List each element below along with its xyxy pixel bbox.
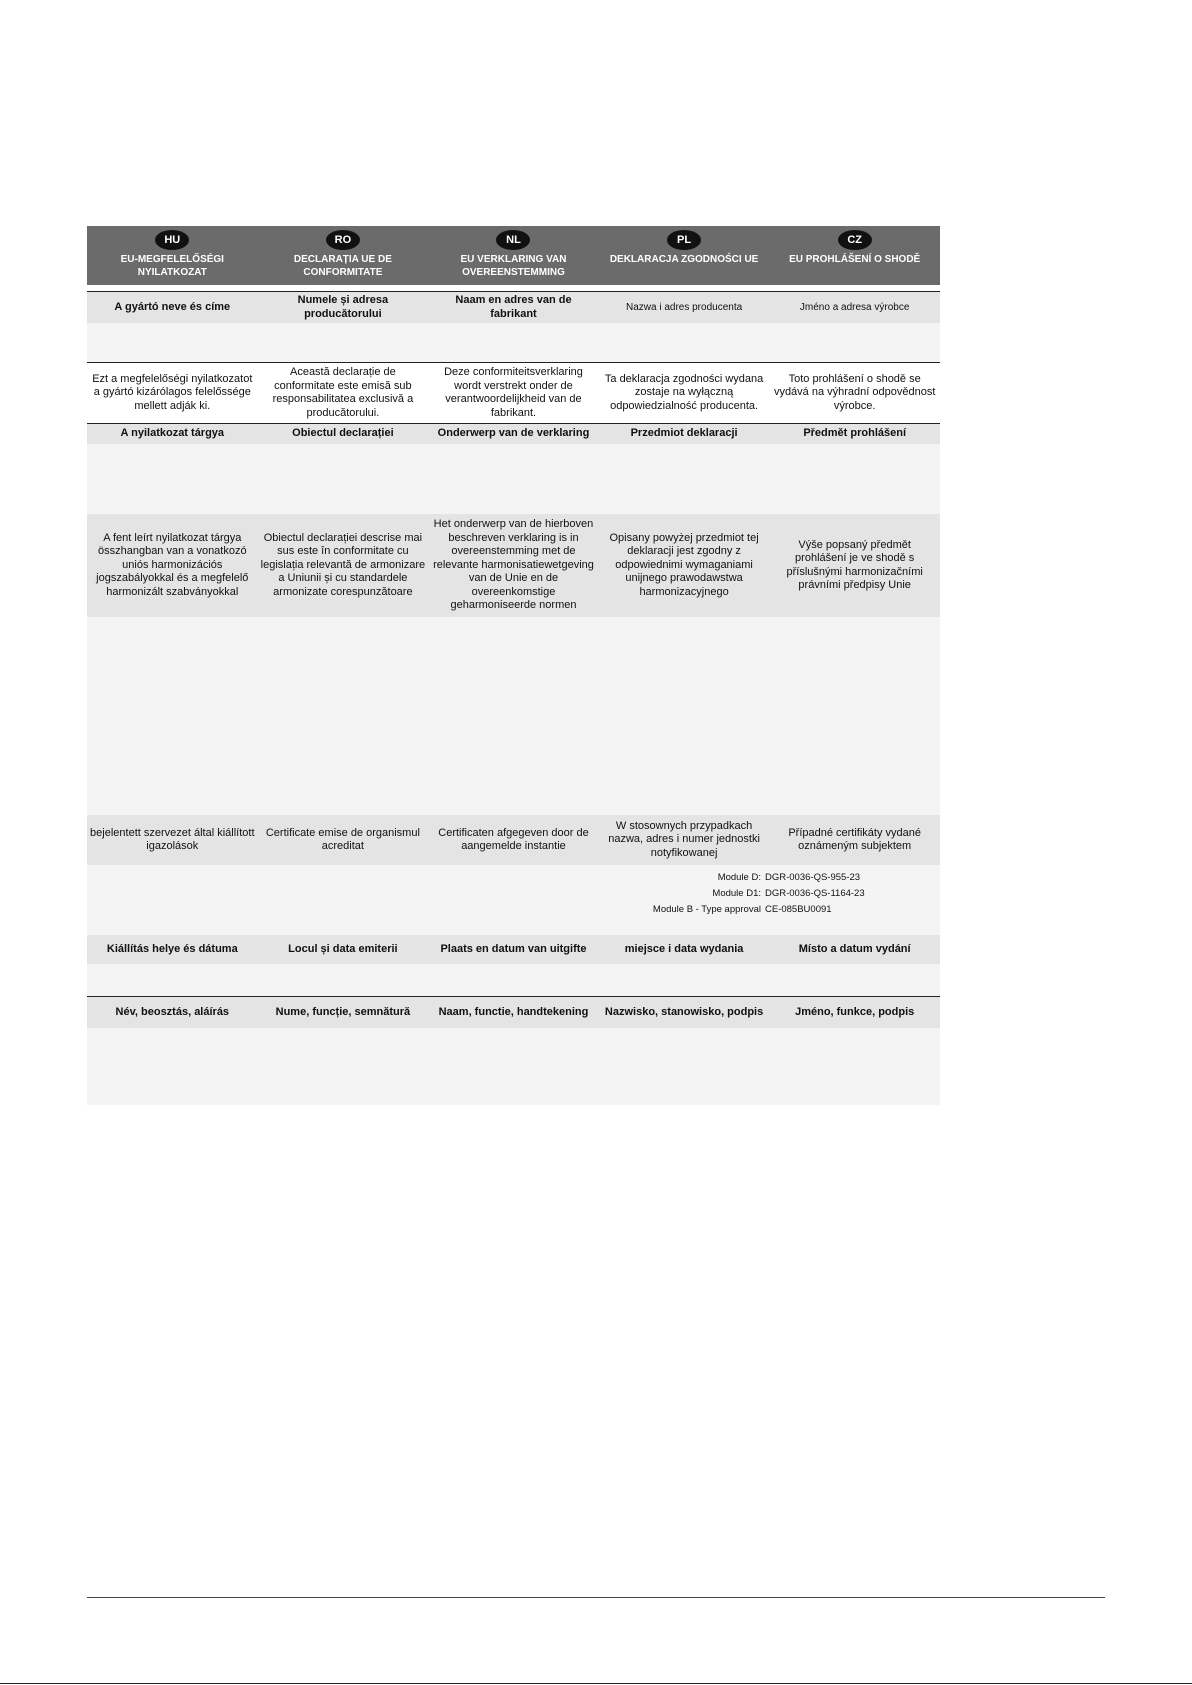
object-label: Obiectul declarației [292, 427, 394, 440]
certificates-text: Certificaten afgegeven door de aangemelde instantie [438, 826, 589, 852]
place-date-label-row [87, 935, 940, 964]
column-title: DECLARAȚIA UE DE CONFORMITATE [293, 254, 392, 278]
footer-divider [87, 1597, 1105, 1598]
place-date-label: miejsce i data wydania [624, 942, 744, 955]
module-label: Module B - Type approval [652, 904, 761, 915]
module-line [591, 902, 940, 918]
module-value: DGR-0036-QS-1164-23 [765, 888, 865, 899]
place-date-value-area [87, 964, 940, 996]
manufacturer-label: Numele și adresa producătorului [297, 294, 389, 320]
column-title: DEKLARACJA ZGODNOŚCI UE [609, 254, 759, 265]
object-value-area [87, 444, 940, 514]
conformity-text: Opisany powyżej przedmiot tej deklaracji jest zgodny z odpowiednimi wymaganiami unijnego prawodawstwa harmonizacyjnego [609, 531, 759, 598]
language-badge: RO [326, 230, 360, 250]
column-title: EU VERKLARING VAN OVEREENSTEMMING [460, 254, 567, 278]
certificates-text: W stosownych przypadkach nazwa, adres i numer jednostki notyfikowanej [608, 819, 760, 859]
language-badge: HU [155, 230, 189, 250]
module-label: Module D1: [712, 888, 761, 899]
responsibility-text: Această declarație de conformitate este emisă sub responsabilitatea exclusivă a producătorului. [272, 366, 414, 419]
module-label: Module D: [717, 872, 761, 883]
module-line [591, 886, 940, 902]
language-badge: NL [496, 230, 530, 250]
object-label-row [87, 423, 940, 444]
responsibility-row [87, 362, 940, 423]
conformity-text: Het onderwerp van de hierboven beschreven verklaring is in overeenstemming met de relevante harmonisatiewetgeving van de Unie en de overeenkomstige geharmoniseerde normen [433, 518, 594, 612]
module-value: CE-085BU0091 [765, 904, 832, 915]
language-badge: PL [667, 230, 701, 250]
language-header-row [87, 226, 940, 285]
place-date-label: Locul și data emiterii [288, 942, 398, 955]
page-bottom-border [0, 1683, 1192, 1684]
conformity-text: A fent leírt nyilatkozat tárgya összhangban van a vonatkozó uniós harmonizációs jogszabályokkal és a megfelelő harmonizált szabványokkal [96, 531, 249, 598]
name-label: Nazwisko, stanowisko, podpis [604, 1005, 764, 1018]
object-label: Předmět prohlášení [803, 427, 907, 440]
certificates-row [87, 815, 940, 865]
place-date-label: Místo a datum vydání [798, 942, 911, 955]
manufacturer-label: A gyártó neve és címe [114, 300, 231, 313]
modules-area [87, 865, 940, 935]
certificates-text: Případné certifikáty vydané oznámeným subjektem [788, 826, 922, 852]
conformity-text: Výše popsaný předmět prohlášení je ve shodě s příslušnými harmonizačními právními předpisy Unie [786, 538, 923, 591]
object-label: A nyilatkozat tárgya [120, 427, 225, 440]
header-column-cz [769, 226, 940, 285]
object-label: Onderwerp van de verklaring [437, 427, 590, 440]
certificates-text: bejelentett szervezet által kiállított igazolások [90, 826, 255, 852]
name-label: Nume, funcție, semnătură [275, 1005, 411, 1018]
manufacturer-label-row [87, 291, 940, 323]
column-title: EU-MEGFELELŐSÉGI NYILATKOZAT [120, 254, 224, 278]
responsibility-text: Deze conformiteitsverklaring wordt verstrekt onder de verantwoordelijkheid van de fabrikant. [444, 366, 583, 419]
signature-area [87, 1028, 940, 1105]
header-column-hu [87, 226, 258, 285]
name-label: Naam, functie, handtekening [438, 1005, 589, 1018]
place-date-label: Plaats en datum van uitgifte [440, 942, 587, 955]
column-title: EU PROHLÁŠENÍ O SHODĚ [789, 254, 921, 265]
responsibility-text: Ezt a megfelelőségi nyilatkozatot a gyártó kizárólagos felelőssége mellett adják ki. [92, 372, 253, 412]
responsibility-text: Toto prohlášení o shodě se vydává na výhradní odpovědnost výrobce. [773, 372, 936, 412]
declaration-table [87, 226, 940, 1105]
place-date-label: Kiállítás helye és dátuma [106, 942, 238, 955]
header-column-pl [599, 226, 770, 285]
name-label: Név, beosztás, aláírás [115, 1005, 230, 1018]
name-label-row [87, 996, 940, 1028]
conformity-text: Obiectul declarației descrise mai sus este în conformitate cu legislația relevantă de armonizare a Uniunii și cu standardele armonizate corespunzătoare [260, 531, 426, 598]
name-label: Jméno, funkce, podpis [795, 1005, 915, 1018]
language-badge: CZ [838, 230, 872, 250]
manufacturer-label: Jméno a adresa výrobce [799, 301, 910, 313]
standards-area [87, 617, 940, 815]
module-line [591, 870, 940, 886]
module-value: DGR-0036-QS-955-23 [765, 872, 861, 883]
header-column-nl [428, 226, 599, 285]
manufacturer-label: Nazwa i adres producenta [625, 301, 743, 313]
manufacturer-value-area [87, 323, 940, 362]
manufacturer-label: Naam en adres van de fabrikant [455, 294, 572, 320]
header-column-ro [258, 226, 429, 285]
object-label: Przedmiot deklaracji [630, 427, 738, 440]
responsibility-text: Ta deklaracja zgodności wydana zostaje na wyłączną odpowiedzialność producenta. [604, 372, 764, 412]
conformity-row [87, 514, 940, 617]
certificates-text: Certificate emise de organismul acreditat [265, 826, 420, 852]
